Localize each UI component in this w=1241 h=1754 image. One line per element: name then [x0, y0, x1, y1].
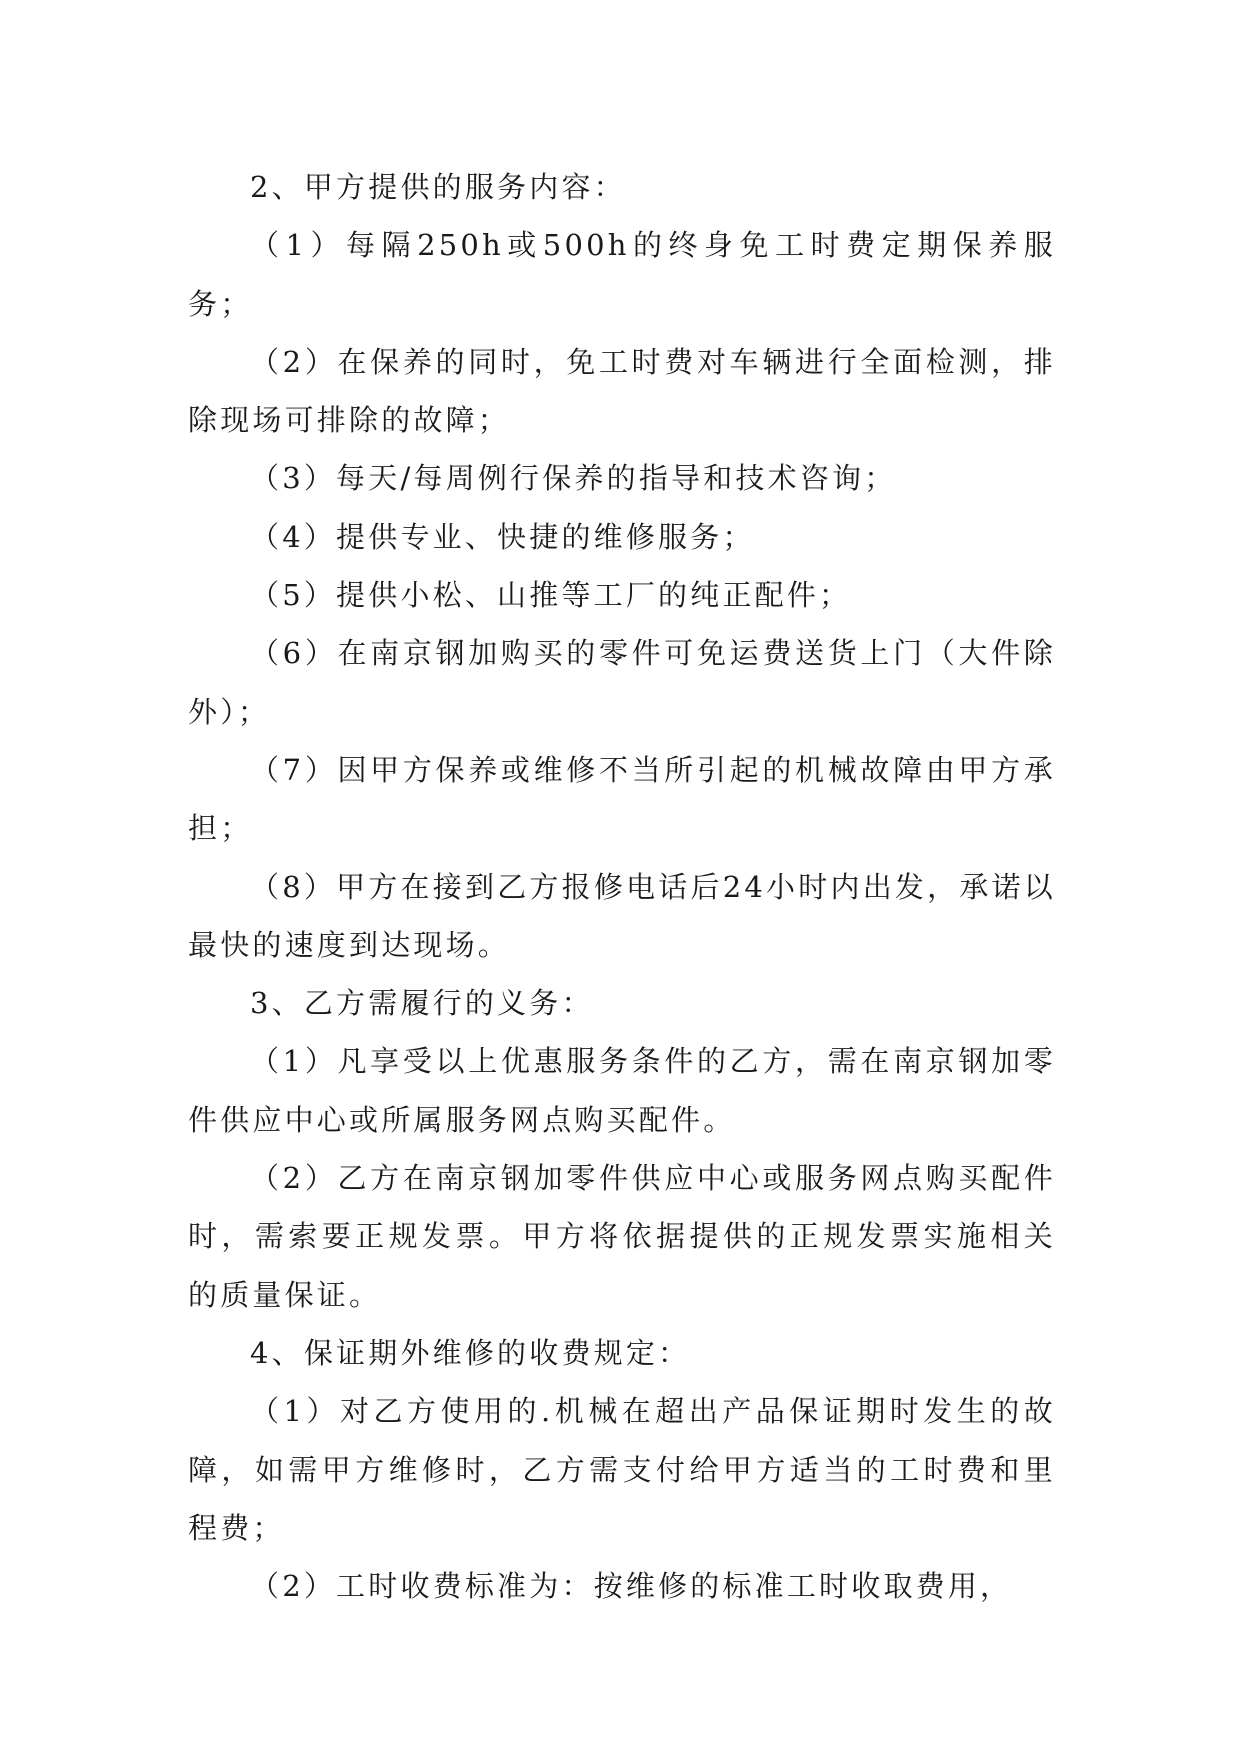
paragraph-item: （4）提供专业、快捷的维修服务；	[250, 519, 755, 554]
paragraph-item: （2）在保养的同时，免工时费对车辆进行全面检测，排除现场可排除的故障；	[188, 344, 1056, 438]
section-heading-4: 4、保证期外维修的收费规定：	[250, 1335, 691, 1370]
paragraph-item: （1）对乙方使用的.机械在超出产品保证期时发生的故障，如需甲方维修时，乙方需支付给甲方适当的工时费和里程费；	[188, 1394, 1056, 1545]
paragraph-item: （2）工时收费标准为：按维修的标准工时收取费用，	[250, 1569, 1013, 1604]
paragraph-item: （5）提供小松、山推等工厂的纯正配件；	[250, 578, 852, 613]
paragraph-item: （3）每天/每周例行保养的指导和技术咨询；	[250, 461, 897, 496]
document-body	[188, 158, 1056, 1615]
paragraph-item: （6）在南京钢加购买的零件可免运费送货上门（大件除外）；	[188, 636, 1056, 729]
paragraph-item: （8）甲方在接到乙方报修电话后24小时内出发，承诺以最快的速度到达现场。	[188, 869, 1056, 962]
section-heading-2: 2、甲方提供的服务内容：	[250, 170, 626, 204]
paragraph-item: （1）凡享受以上优惠服务条件的乙方，需在南京钢加零件供应中心或所属服务网点购买配件。	[188, 1044, 1056, 1137]
section-heading-3: 3、乙方需履行的义务：	[250, 986, 594, 1021]
paragraph-item: （2）乙方在南京钢加零件供应中心或服务网点购买配件时，需索要正规发票。甲方将依据提供的正规发票实施相关的质量保证。	[188, 1161, 1056, 1312]
paragraph-item: （1）每隔250h或500h的终身免工时费定期保养服务；	[188, 228, 1056, 321]
paragraph-item: （7）因甲方保养或维修不当所引起的机械故障由甲方承担；	[188, 752, 1056, 846]
